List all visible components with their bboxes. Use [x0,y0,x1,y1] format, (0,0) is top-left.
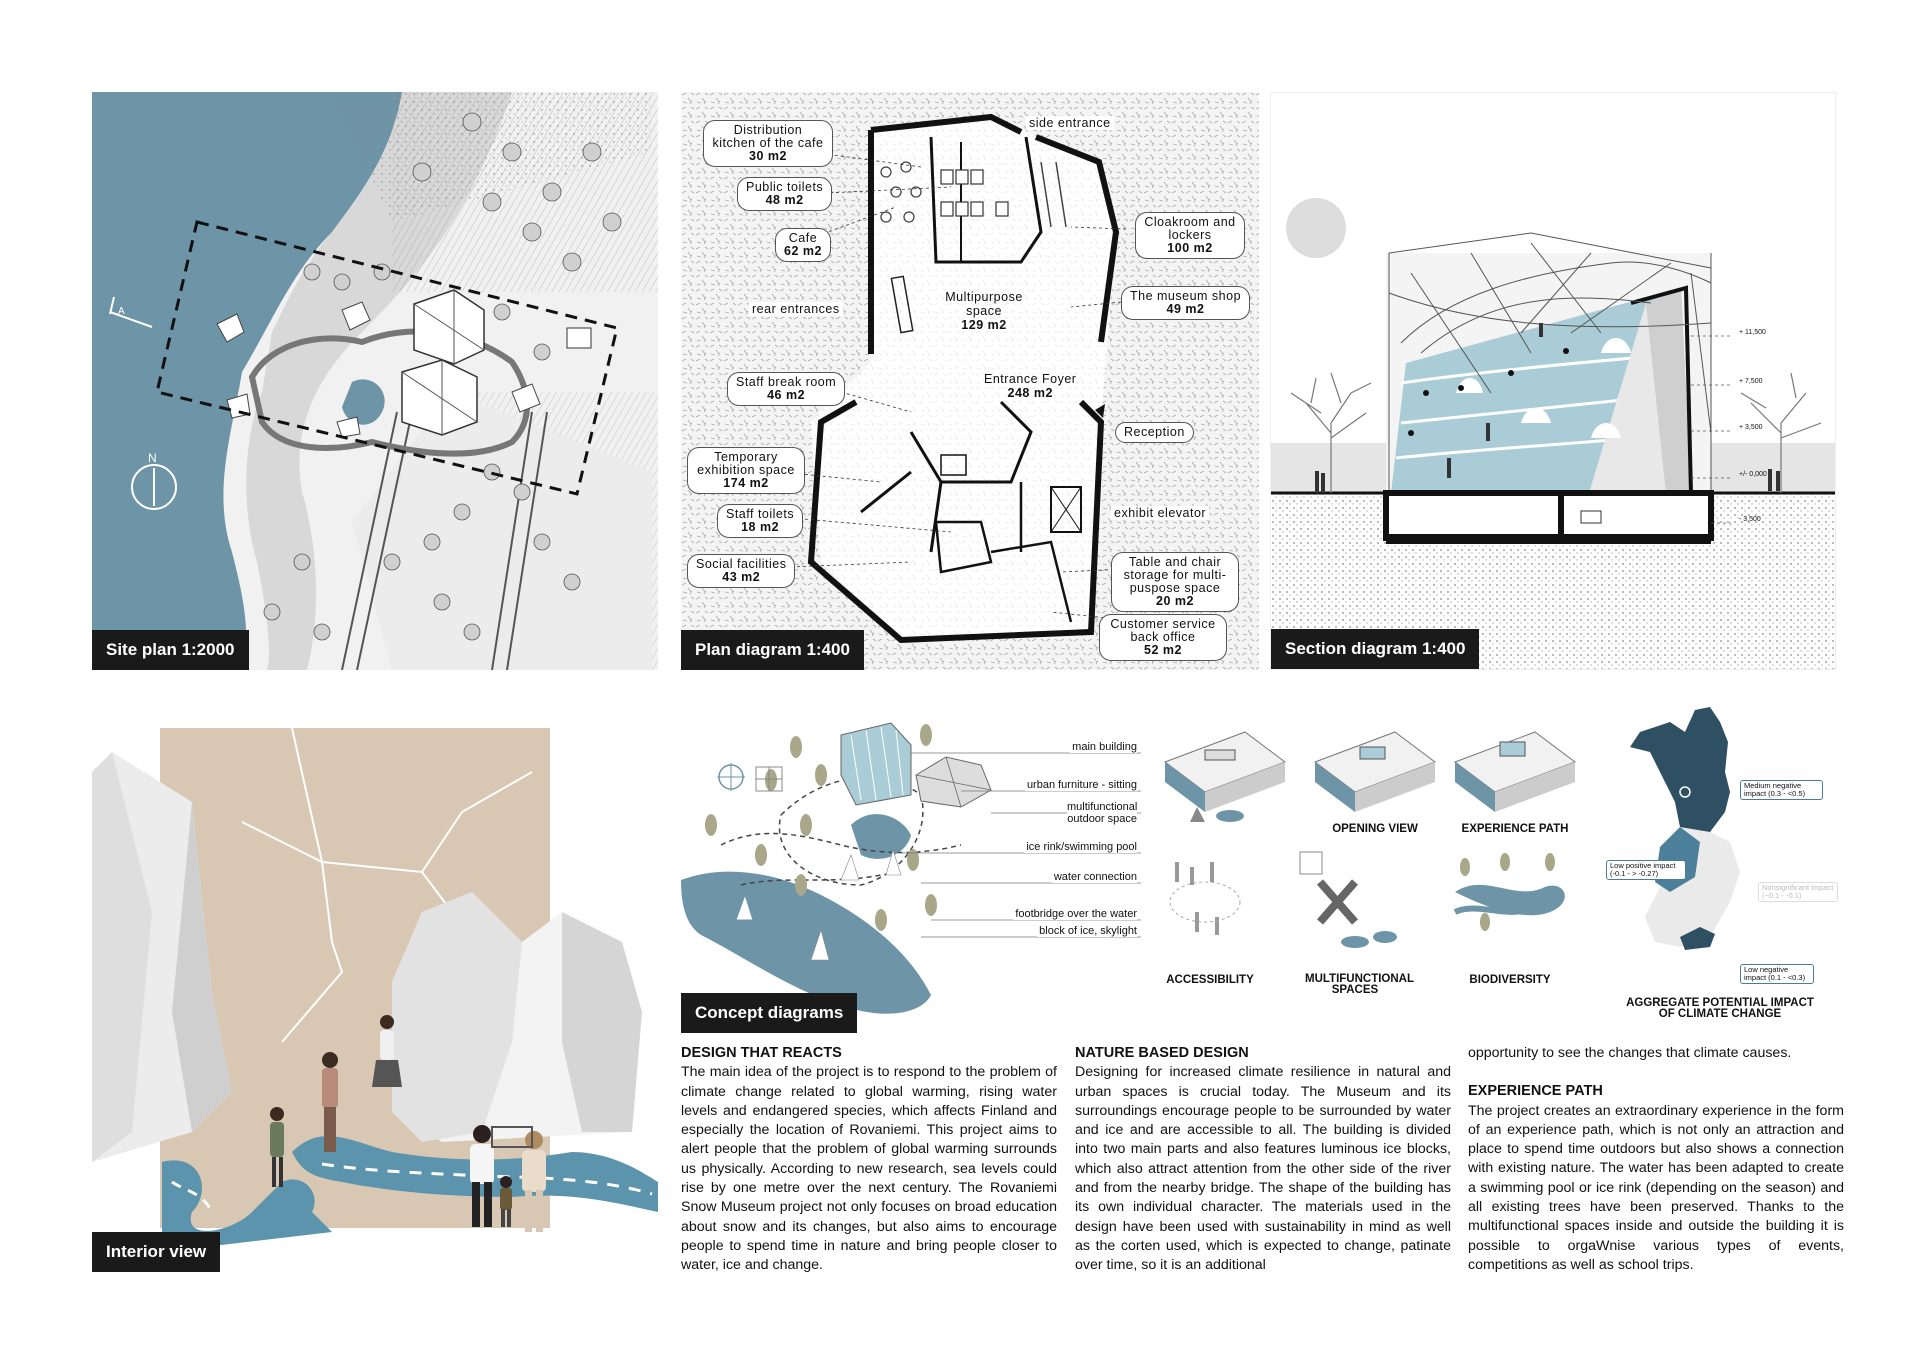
experience-body: The project creates an extraordinary experience in the form of an experience path, which is not only an attraction and place to spend time outdoors but also shows a connection with existing nature. The water has been adapted to create a swimming pool or ice rink (depending on the season) and all existing trees have been preserved. Thanks to the multifunctional spaces inside and outside the building it is possible to orgaWnise various types of events, competitions as well as school trips. [1468,1102,1844,1273]
small-concept-drawings [1155,712,1595,1012]
text-column-experience [1468,1044,1844,1294]
section-level-2: + 7,500 [1739,378,1763,385]
concept-label-water-connection: water connection [1053,871,1137,883]
interior-view-caption: Interior view [92,1232,220,1272]
interior-view-panel [92,712,658,1277]
plan-label-social-facilities: Social facilities 43 m2 [687,554,795,588]
plan-label-entrance-foyer: Entrance Foyer 248 m2 [984,372,1077,400]
plan-diagram-caption: Plan diagram 1:400 [681,630,864,670]
concept-label-urban-furniture: urban furniture - sitting [1026,779,1137,791]
plan-label-side-entrance: side entrance [1026,116,1114,130]
map-label-nonsignificant: Nonsignificant impact (~0.1 - -0.1) [1758,882,1838,902]
plan-label-museum-shop: The museum shop 49 m2 [1121,286,1250,320]
diagram-label-accessibility: ACCESSIBILITY [1166,974,1254,986]
section-level-3: + 3,500 [1739,424,1763,431]
plan-diagram-panel [681,92,1259,670]
experience-lead: opportunity to see the changes that climate causes. [1468,1045,1792,1061]
concept-label-ice-rink: ice rink/swimming pool [1026,841,1137,853]
plan-label-temporary-exhibition: Temporary exhibition space 174 m2 [687,447,805,494]
map-label-low-negative: Low negative impact (0.1 - <0.3) [1740,964,1814,984]
site-plan-drawing [92,92,658,670]
diagram-label-experience-path: EXPERIENCE PATH [1461,823,1569,835]
plan-label-table-storage: Table and chair storage for multi-puspose space 20 m2 [1111,552,1239,612]
plan-label-cloakroom: Cloakroom and lockers 100 m2 [1135,212,1245,259]
plan-label-exhibit-elevator: exhibit elevator [1111,506,1209,520]
diagram-label-biodiversity: BIODIVERSITY [1469,974,1551,986]
diagram-label-multifunctional: MULTIFUNCTIONAL SPACES [1305,973,1415,996]
text-column-nature [1075,1044,1451,1295]
concept-masterplan-drawing [681,705,1141,1035]
plan-label-rear-entrances: rear entrances [749,302,843,316]
plan-label-customer-service: Customer service back office 52 m2 [1099,614,1227,661]
plan-label-staff-break: Staff break room 46 m2 [727,372,845,406]
section-diagram-caption: Section diagram 1:400 [1271,629,1479,669]
concept-label-main-building: main building [1072,741,1137,753]
plan-label-public-toilets: Public toilets 48 m2 [737,177,832,211]
plan-label-reception: Reception [1115,422,1194,443]
section-mark-label: A [118,306,125,317]
climate-map-panel [1600,702,1840,1022]
concept-label-ice-block: block of ice, skylight [1039,925,1137,937]
concept-label-multifunctional-outdoor: multifunctional outdoor space [1067,801,1138,825]
plan-label-staff-toilets: Staff toilets 18 m2 [717,504,803,538]
north-label: N [148,451,157,465]
small-concept-diagrams [1155,712,1595,1012]
diagram-label-opening-view: OPENING VIEW [1332,823,1418,835]
concept-diagrams-caption: Concept diagrams [681,993,857,1033]
map-label-low-positive: Low positive impact (-0.1 - > -0.27) [1606,860,1686,880]
experience-heading: EXPERIENCE PATH [1468,1083,1603,1100]
concept-label-footbridge: footbridge over the water [1015,908,1137,920]
section-level-1: + 11,500 [1739,329,1766,336]
section-level-4: +/- 0,000 [1739,471,1767,478]
site-plan-panel [92,92,658,670]
nature-body: Designing for increased climate resilience in natural and urban spaces is crucial today. The Museum and its surroundings encourage people to be surrounded by water and ice and are accessible to all. The building is divided into two main parts and also features luminous ice blocks, which also attract attention from the other side of the river and from the nearby bridge. The shape of the building has its own individual character. The materials used in the design have been used with sustainability in mind as well as the corten used, which is expected to change, patinate over time, so it is an additional [1075,1064,1451,1274]
map-title: AGGREGATE POTENTIAL IMPACT OF CLIMATE CHANGE [1626,997,1814,1020]
concept-diagram-panel [681,705,1141,1035]
plan-label-cafe: Cafe 62 m2 [775,228,831,262]
text-column-design [681,1044,1057,1295]
site-plan-caption: Site plan 1:2000 [92,630,249,670]
map-label-medium-negative: Medium negative impact (0.3 - <0.5) [1740,780,1823,800]
design-heading: DESIGN THAT REACTS [681,1045,842,1061]
plan-label-multipurpose: Multipurpose space 129 m2 [945,290,1023,332]
plan-label-kitchen: Distribution kitchen of the cafe 30 m2 [703,120,833,167]
design-body: The main idea of the project is to respond to the problem of climate change related to global warming, rising water levels and endangered species, which affects Finland and especially the location of Rovaniemi. This project aims to alert people that the problem of global warming surrounds us physically. According to new research, sea levels could rise by one metre over the next century. The Rovaniemi Snow Museum project not only focuses on broad education about snow and its changes, but also aims to encourage people to spend time in nature and bring people closer to water, ice and change. [681,1064,1057,1274]
interior-illustration [92,712,658,1277]
nature-heading: NATURE BASED DESIGN [1075,1045,1249,1061]
section-level-5: - 3,500 [1739,516,1761,523]
section-diagram-panel [1270,92,1836,670]
